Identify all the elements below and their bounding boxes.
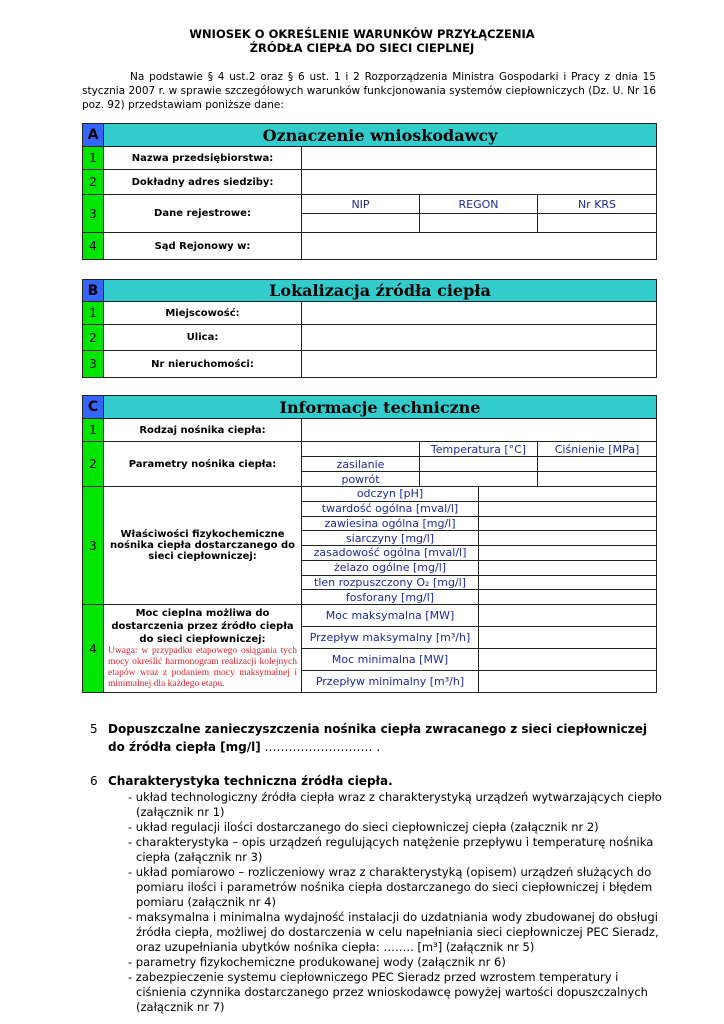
field-label: Dane rejestrowe: <box>104 195 302 233</box>
attachment-item: - maksymalna i minimalna wydajność instalacji do uzdatniania wody zbudowanej do obsługi źródła ciepła, możliwej do dostarczenia w celu napełniania sieci ciepłowniczej PEC Sieradz, oraz uzupełniania ubytków nośnika ciepła: …….. [m³] (załącznik nr 5) <box>128 910 659 954</box>
property-label: twardość ogólna [mval/l] <box>302 501 479 516</box>
nip-field[interactable] <box>302 214 420 233</box>
section-letter: C <box>83 396 104 419</box>
street-field[interactable] <box>302 325 657 351</box>
section-title: Lokalizacja źródła ciepła <box>104 280 657 302</box>
section-letter: A <box>83 124 104 147</box>
field-label: Moc cieplna możliwa do dostarczenia przez źródło ciepła do sieci ciepłowniczej: <box>111 608 294 645</box>
property-value-field[interactable] <box>479 501 657 516</box>
city-field[interactable] <box>302 302 657 325</box>
section-title: Informacje techniczne <box>104 396 657 419</box>
section-number: 5 <box>90 722 98 736</box>
power-value-field[interactable] <box>479 627 657 649</box>
krs-field[interactable] <box>538 214 657 233</box>
row-number: 2 <box>83 170 104 195</box>
attachment-item: - parametry fizykochemiczne produkowanej wody (załącznik nr 6) <box>128 955 506 969</box>
property-label: tlen rozpuszczony O₂ [mg/l] <box>302 575 479 590</box>
row-number: 3 <box>83 195 104 233</box>
property-value-field[interactable] <box>479 531 657 546</box>
section-number: 6 <box>90 774 98 788</box>
nip-header: NIP <box>302 195 420 214</box>
carrier-type-field[interactable] <box>302 419 657 442</box>
property-label: fosforany [mg/l] <box>302 590 479 605</box>
company-name-field[interactable] <box>302 147 657 170</box>
power-value-field[interactable] <box>479 649 657 671</box>
section-6-title: Charakterystyka techniczna źródła ciepła. <box>108 774 393 788</box>
section-5-text: Dopuszczalne zanieczyszczenia nośnika ciepła zwracanego z sieci ciepłowniczej do źródła ciepła [mg/l] <box>108 722 647 754</box>
field-label: Dokładny adres siedziby: <box>104 170 302 195</box>
property-value-field[interactable] <box>479 546 657 561</box>
property-number-field[interactable] <box>302 351 657 378</box>
row-number: 1 <box>83 147 104 170</box>
stage-note: Uwaga: w przypadku etapowego osiągania tych mocy określić harmonogram realizacji kolejnych etapów wraz z podaniem mocy maksymalnej i minimalnej dla każdego etapu. <box>108 646 297 689</box>
section-a-table <box>82 123 657 260</box>
krs-header: Nr KRS <box>538 195 657 214</box>
intro-paragraph: Na podstawie § 4 ust.2 oraz § 6 ust. 1 i 2 Rozporządzenia Ministra Gospodarki i Pracy z dnia 15 stycznia 2007 r. w sprawie szczegółowych warunków funkcjonowania systemów ciepłowniczych (Dz. U. Nr 16 poz. 92) przedstawiam poniższe dane: <box>82 71 656 111</box>
attachment-item: - układ technologiczny źródła ciepła wraz z charakterystyką urządzeń wytwarzających ciepło (załącznik nr 1) <box>128 790 662 819</box>
power-param-label: Przepływ minimalny [m³/h] <box>302 671 479 693</box>
pollution-fill-field[interactable]: ……………………… . <box>264 740 381 754</box>
field-label: Sąd Rejonowy w: <box>104 233 302 260</box>
temperature-header: Temperatura [°C] <box>420 442 538 457</box>
supply-label: zasilanie <box>302 457 420 472</box>
section-title: Oznaczenie wnioskodawcy <box>104 124 657 147</box>
row-number: 3 <box>83 351 104 378</box>
property-value-field[interactable] <box>479 560 657 575</box>
property-value-field[interactable] <box>479 575 657 590</box>
attachments-list <box>128 790 668 1015</box>
field-label: Ulica: <box>104 325 302 351</box>
row-number: 1 <box>83 302 104 325</box>
attachment-item: - charakterystyka – opis urządzeń regulujących natężenie przepływu i temperaturę nośnika ciepła (załącznik nr 3) <box>128 835 654 864</box>
regon-header: REGON <box>420 195 538 214</box>
field-label: Miejscowość: <box>104 302 302 325</box>
attachment-item: - układ pomiarowo – rozliczeniowy wraz z charakterystyką (opisem) urządzeń służących do pomiaru ilości i parametrów nośnika ciepła dostarczanego do sieci ciepłowniczej i błędem pomiaru (załącznik nr 4) <box>128 865 653 909</box>
attachment-item: - zabezpieczenie systemu ciepłowniczego PEC Sieradz przed wzrostem temperatury i ciśnienia czynnika dostarczanego przez wnioskodawcę powyżej wartości dopuszczalnych (załącznik nr 7) <box>128 970 648 1014</box>
supply-temperature-field[interactable] <box>420 457 538 472</box>
title-line-2: ŹRÓDŁA CIEPŁA DO SIECI CIEPLNEJ <box>249 41 475 55</box>
return-temperature-field[interactable] <box>420 472 538 487</box>
field-label: Nr nieruchomości: <box>104 351 302 378</box>
property-label: siarczyny [mg/l] <box>302 531 479 546</box>
section-5 <box>90 720 660 756</box>
row-number: 1 <box>83 419 104 442</box>
return-pressure-field[interactable] <box>538 472 657 487</box>
row-number: 4 <box>83 233 104 260</box>
section-6 <box>90 772 660 790</box>
power-param-label: Moc maksymalna [MW] <box>302 605 479 627</box>
row-number: 3 <box>83 487 104 605</box>
field-label: Parametry nośnika ciepła: <box>104 442 302 487</box>
document-title <box>0 27 724 55</box>
property-label: zawiesina ogólna [mg/l] <box>302 516 479 531</box>
return-label: powrót <box>302 472 420 487</box>
row-number: 2 <box>83 325 104 351</box>
power-param-label: Moc minimalna [MW] <box>302 649 479 671</box>
row-number: 2 <box>83 442 104 487</box>
title-line-1: WNIOSEK O OKREŚLENIE WARUNKÓW PRZYŁĄCZENIA <box>189 27 535 41</box>
section-letter: B <box>83 280 104 302</box>
power-value-field[interactable] <box>479 671 657 693</box>
regon-field[interactable] <box>420 214 538 233</box>
field-label: Właściwości fizykochemiczne nośnika ciepła dostarczanego do sieci ciepłowniczej: <box>104 487 302 605</box>
property-label: zasadowość ogólna [mval/l] <box>302 546 479 561</box>
row-number: 4 <box>83 605 104 693</box>
property-label: żelazo ogólne [mg/l] <box>302 560 479 575</box>
supply-pressure-field[interactable] <box>538 457 657 472</box>
power-value-field[interactable] <box>479 605 657 627</box>
section-c-table <box>82 395 657 693</box>
pressure-header: Ciśnienie [MPa] <box>538 442 657 457</box>
property-label: odczyn [pH] <box>302 487 479 502</box>
section-b-table <box>82 279 657 378</box>
address-field[interactable] <box>302 170 657 195</box>
property-value-field[interactable] <box>479 516 657 531</box>
court-field[interactable] <box>302 233 657 260</box>
property-value-field[interactable] <box>479 590 657 605</box>
power-param-label: Przepływ maksymalny [m³/h] <box>302 627 479 649</box>
attachment-item: - układ regulacji ilości dostarczanego do sieci ciepłowniczej ciepła (załącznik nr 2) <box>128 820 599 834</box>
field-label: Nazwa przedsiębiorstwa: <box>104 147 302 170</box>
power-label-cell <box>104 605 302 693</box>
field-label: Rodzaj nośnika ciepła: <box>104 419 302 442</box>
property-value-field[interactable] <box>479 487 657 502</box>
